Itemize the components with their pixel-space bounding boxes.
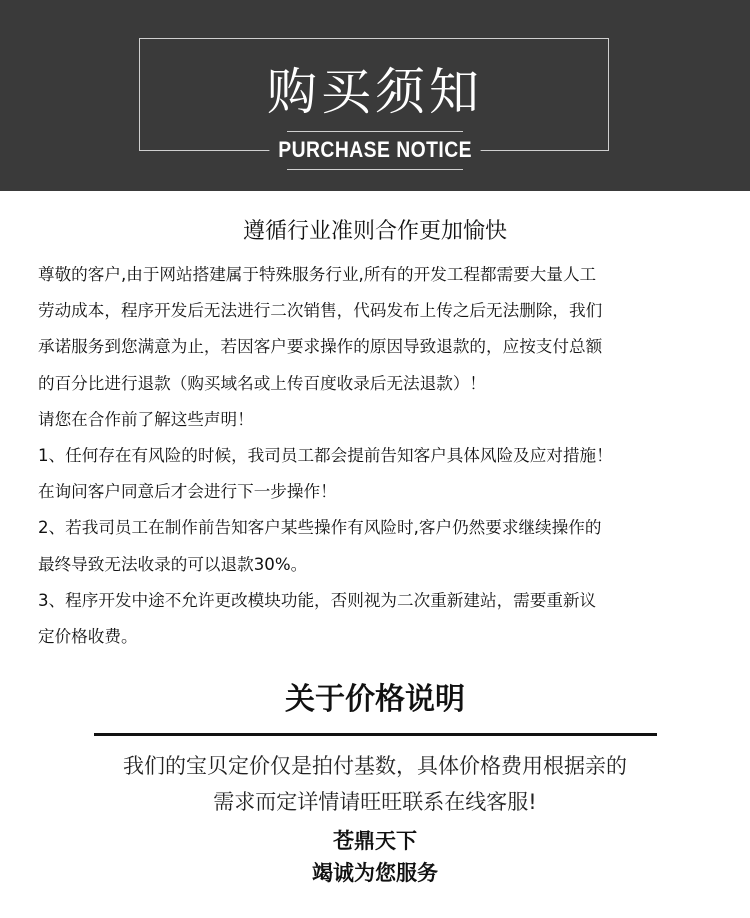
notice-line: 1、任何存在有风险的时候，我司员工都会提前告知客户具体风险及应对措施！ [38, 446, 613, 466]
notice-body [38, 257, 718, 655]
notice-line: 劳动成本，程序开发后无法进行二次销售，代码发布上传之后无法删除，我们 [38, 301, 603, 321]
service-slogan: 竭诚为您服务 [312, 861, 438, 885]
banner-rule-bottom [287, 169, 463, 170]
notice-heading: 遵循行业准则合作更加愉快 [242, 219, 507, 244]
banner-title: 购买须知 [267, 63, 483, 121]
company-name: 苍鼎天下 [333, 829, 417, 853]
price-heading: 关于价格说明 [285, 682, 465, 717]
notice-line: 的百分比进行退款（购买域名或上传百度收录后无法退款）！ [38, 373, 487, 393]
notice-line: 承诺服务到您满意为止，若因客户要求操作的原因导致退款的，应按支付总额 [38, 337, 603, 357]
notice-line: 最终导致无法收录的可以退款30%。 [38, 554, 308, 574]
notice-line: 在询问客户同意后才会进行下一步操作！ [38, 482, 337, 502]
notice-line: 定价格收费。 [38, 627, 138, 647]
banner-subtitle: PURCHASE NOTICE [269, 132, 480, 168]
header-banner [0, 0, 750, 191]
price-description [0, 748, 750, 820]
notice-line: 请您在合作前了解这些声明！ [38, 409, 254, 429]
notice-line: 2、若我司员工在制作前告知客户某些操作有风险时,客户仍然要求继续操作的 [38, 518, 602, 538]
notice-line: 3、程序开发中途不允许更改模块功能，否则视为二次重新建站，需要重新议 [38, 590, 597, 610]
price-line: 需求而定详情请旺旺联系在线客服! [213, 790, 537, 814]
banner-subtitle-wrap [0, 132, 750, 168]
notice-line: 尊敬的客户,由于网站搭建属于特殊服务行业,所有的开发工程都需要大量人工 [38, 265, 597, 284]
price-line: 我们的宝贝定价仅是拍付基数，具体价格费用根据亲的 [123, 754, 627, 778]
price-divider [94, 733, 657, 736]
